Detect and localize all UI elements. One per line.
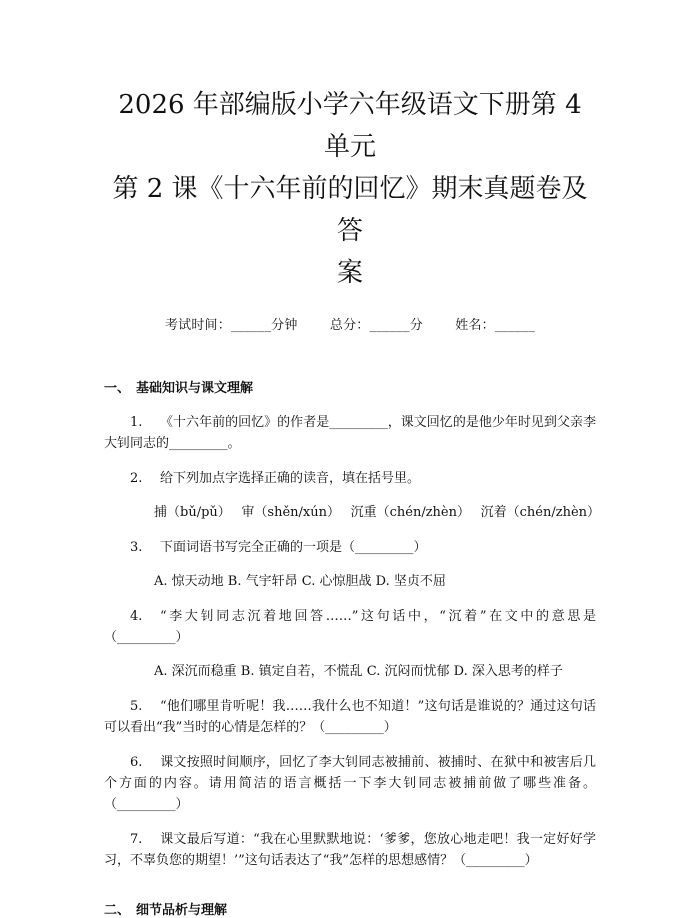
exam-meta (104, 314, 596, 333)
section-number: 二、 (104, 903, 131, 918)
question-number: 5. (130, 699, 143, 714)
question-text: 课文按照时间顺序，回忆了李大钊同志被捕前、被捕时、在狱中和被害后几个方面的内容。请用简洁的语言概括一下李大钊同志被捕前做了哪些准备。（_________） (104, 755, 596, 812)
section-heading-2 (104, 899, 596, 918)
question-6 (104, 752, 596, 815)
question-text: 课文最后写道：“我在心里默默地说：‘爹爹，您放心地走吧！我一定好好学习，不辜负您的期望！’”这句话表达了“我”怎样的思想感情？（_________） (104, 832, 596, 868)
question-4 (104, 606, 596, 648)
name-field: 姓名：______ (455, 318, 536, 333)
question-3 (104, 537, 596, 558)
question-text: “他们哪里肯听呢！我……我什么也不知道！”这句话是谁说的？通过这句话可以看出“我”当时的心情是怎样的？（_________） (104, 699, 596, 735)
question-5 (104, 696, 596, 738)
question-7 (104, 829, 596, 871)
title-line-1: 2026 年部编版小学六年级语文下册第 4 单元 (118, 90, 582, 162)
question-text: “李大钊同志沉着地回答……”这句话中，“沉着”在文中的意思是（_________） (104, 609, 596, 645)
exam-time-field: 考试时间：______分钟 (164, 318, 298, 333)
question-4-options: A. 深沉而稳重 B. 镇定自若，不慌乱 C. 沉闷而忧郁 D. 深入思考的样子 (154, 664, 563, 679)
section-heading-1 (104, 377, 596, 396)
total-score-field: 总分：______分 (329, 318, 423, 333)
section-number: 一、 (104, 381, 131, 396)
question-number: 3. (130, 540, 143, 555)
title-line-3: 案 (336, 258, 363, 288)
question-text: 下面词语书写完全正确的一项是（_________） (160, 540, 427, 555)
page-title (104, 0, 596, 294)
question-number: 1. (130, 415, 143, 430)
question-number: 6. (130, 755, 143, 770)
question-text: 《十六年前的回忆》的作者是_________，课文回忆的是他少年时见到父亲李大钊同志的_________。 (104, 415, 596, 451)
section-title: 基础知识与课文理解 (136, 381, 254, 396)
question-1 (104, 412, 596, 454)
question-2 (104, 468, 596, 489)
question-3-options: A. 惊天动地 B. 气宇轩昂 C. 心惊胆战 D. 坚贞不屈 (154, 574, 446, 589)
section-title: 细节品析与理解 (136, 903, 228, 918)
question-text: 给下列加点字选择正确的读音，填在括号里。 (160, 471, 421, 486)
title-line-2: 第 2 课《十六年前的回忆》期末真题卷及答 (112, 174, 588, 246)
question-number: 4. (130, 609, 143, 624)
question-2-options: 捕（bǔ/pǔ） 审（shěn/xún） 沉重（chén/zhèn） 沉着（chén/zhèn） (154, 505, 601, 520)
question-number: 2. (130, 471, 143, 486)
question-number: 7. (130, 832, 143, 847)
